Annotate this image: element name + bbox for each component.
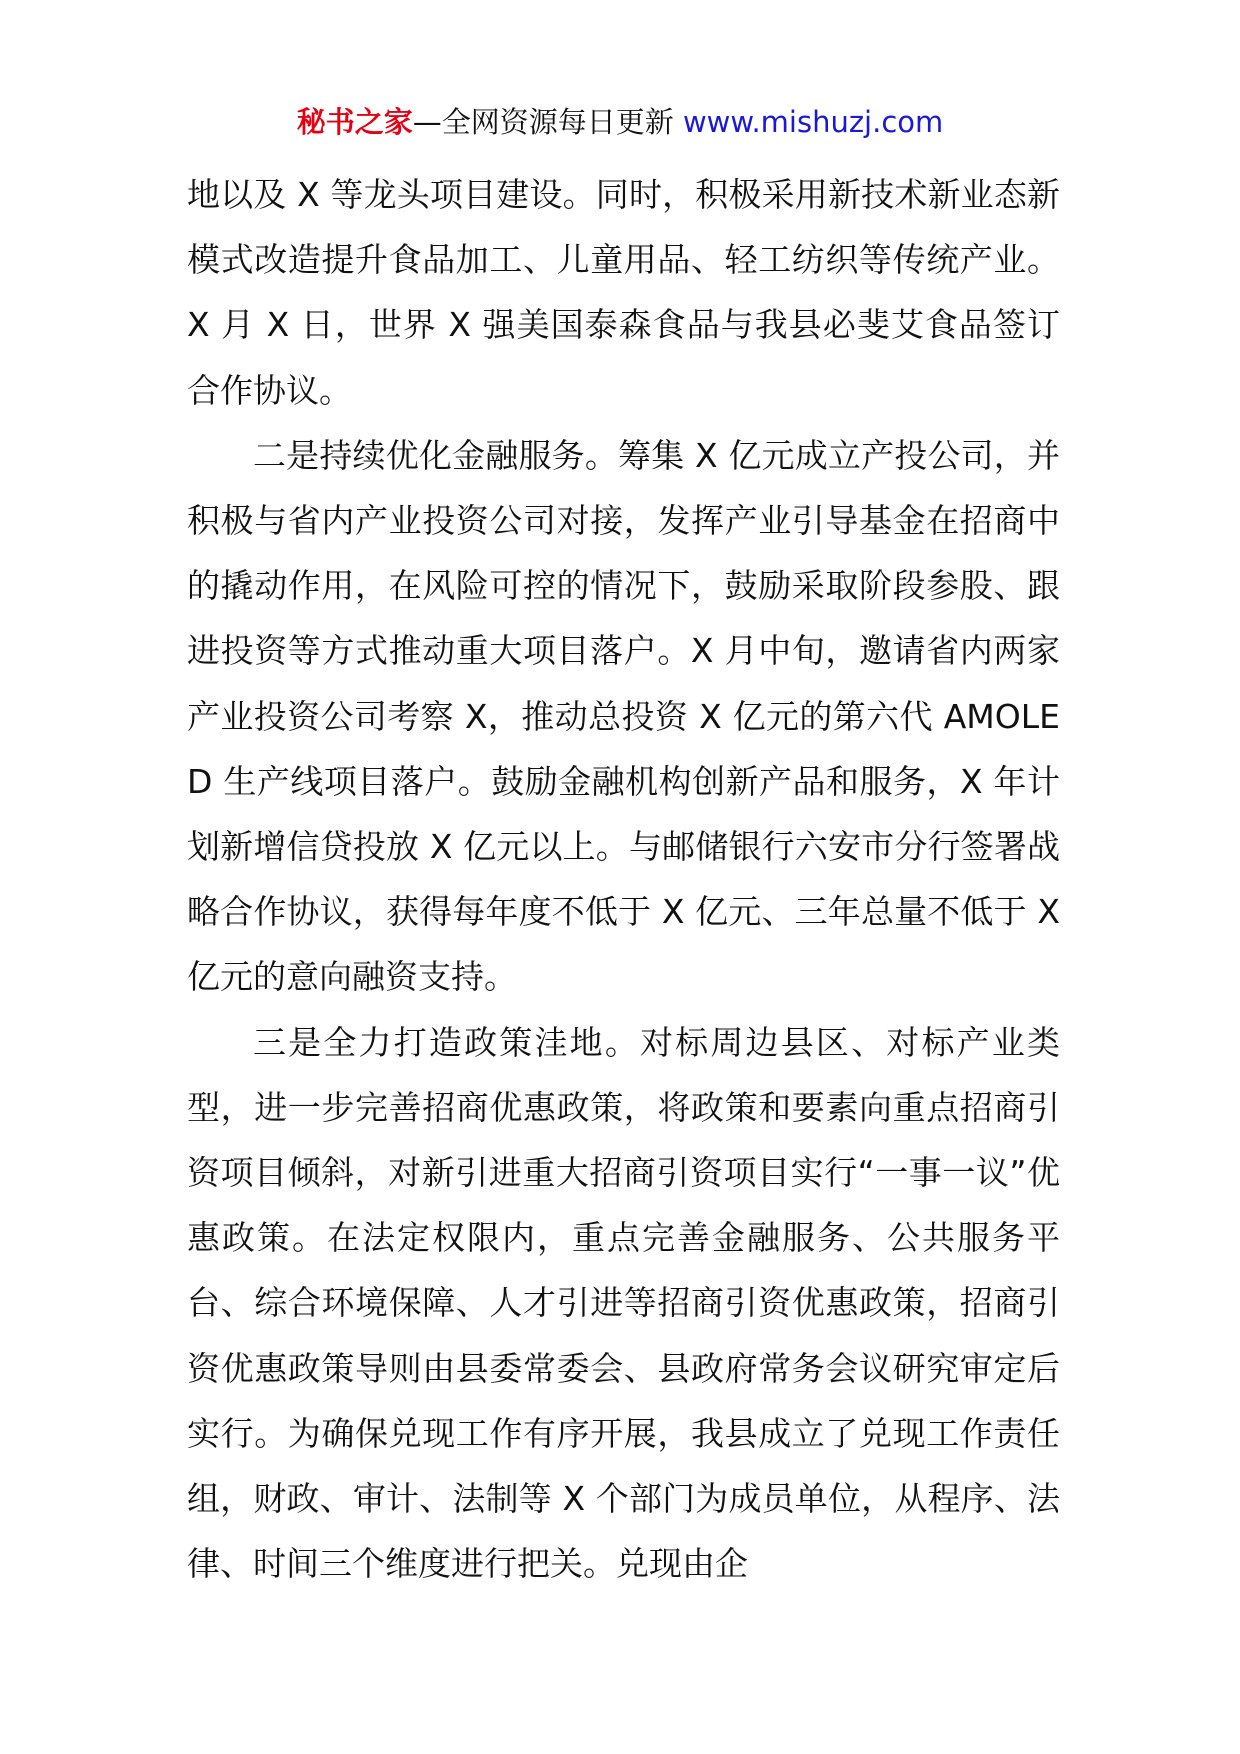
paragraph-policy: 三是全力打造政策洼地。对标周边县区、对标产业类型，进一步完善招商优惠政策，将政策和要素向重点招商引资项目倾斜，对新引进重大招商引资项目实行“一事一议”优惠政策。在法定权限内，重点完善金融服务、公共服务平台、综合环境保障、人才引进等招商引资优惠政策，招商引资优惠政策导则由县委常委会、县政府常务会议研究审定后实行。为确保兑现工作有序开展，我县成立了兑现工作责任组，财政、审计、法制等 X 个部门为成员单位，从程序、法律、时间三个维度进行把关。兑现由企 [187, 1022, 1060, 1584]
paragraph-financial-services: 二是持续优化金融服务。筹集 X 亿元成立产投公司，并积极与省内产业投资公司对接，发挥产业引导基金在招商中的撬动作用，在风险可控的情况下，鼓励采取阶段参股、跟进投资等方式推动重大项目落户。X 月中旬，邀请省内两家产业投资公司考察 X，推动总投资 X 亿元的第六代 AMOLED 生产线项目落户。鼓励金融机构创新产品和服务，X 年计划新增信贷投放 X 亿元以上。与邮储银行六安市分行签署战略合作协议，获得每年度不低于 X 亿元、三年总量不低于 X 亿元的意向融资支持。 [187, 435, 1060, 997]
site-brand: 秘书之家 [296, 105, 413, 139]
site-header [0, 102, 1240, 142]
site-url[interactable]: www.mishuzj.com [682, 105, 944, 139]
document-body [187, 162, 1060, 1596]
paragraph-continued: 地以及 X 等龙头项目建设。同时，积极采用新技术新业态新模式改造提升食品加工、儿童用品、轻工纺织等传统产业。X 月 X 日，世界 X 强美国泰森食品与我县必斐艾食品签订合作协议。 [187, 175, 1060, 410]
site-slogan: —全网资源每日更新 [412, 105, 683, 139]
